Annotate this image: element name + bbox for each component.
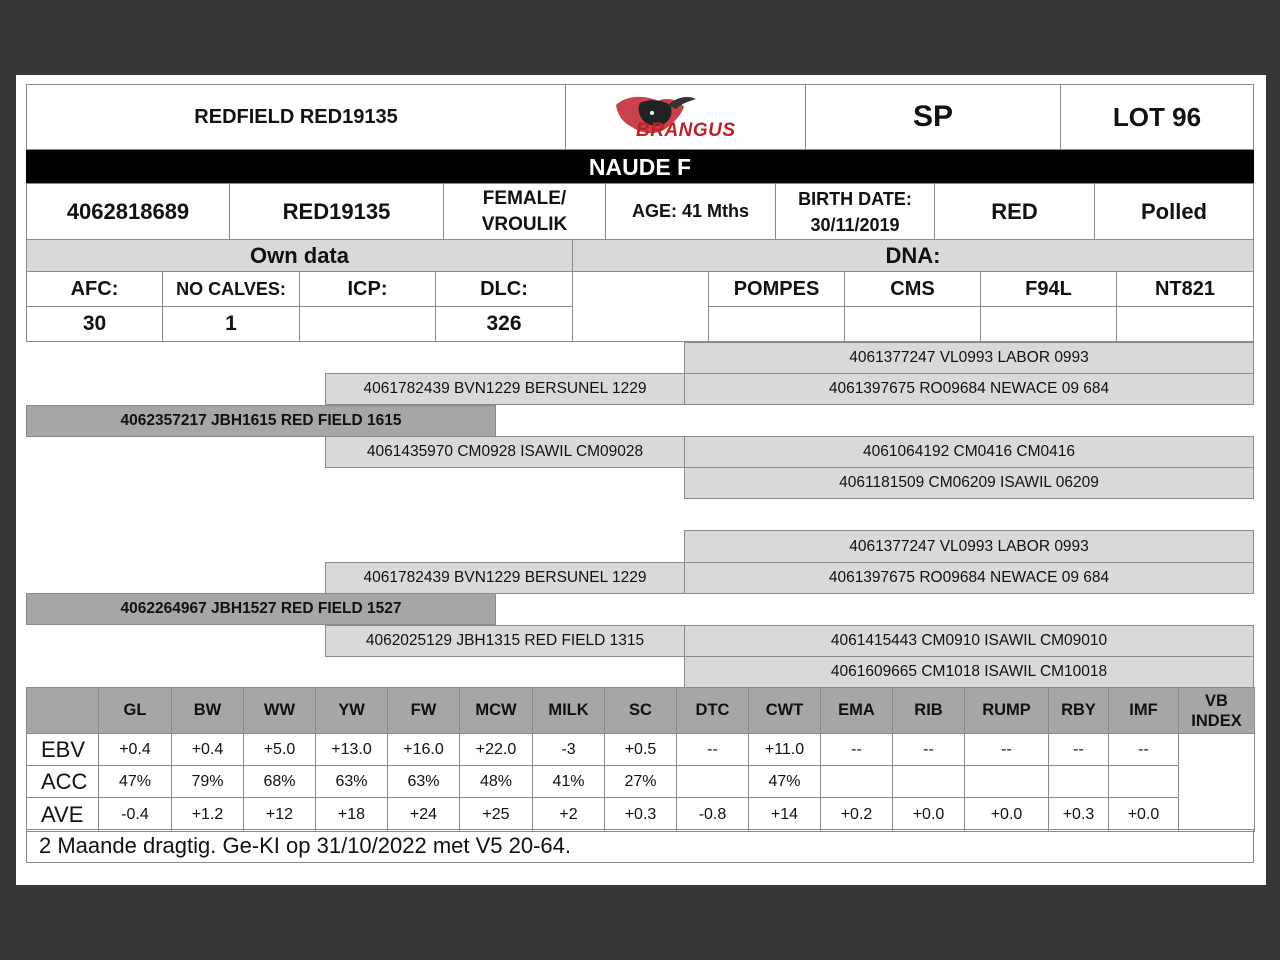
- ebv-col-yw: YW: [315, 687, 388, 734]
- ebv-col-gl: GL: [98, 687, 172, 734]
- catalog-card: [16, 75, 1266, 885]
- ebv-cell-ebv-mcw: +22.0: [459, 733, 533, 766]
- animal-name: REDFIELD RED19135: [26, 84, 566, 150]
- dna-val-f94l: [980, 306, 1117, 342]
- coat-color: RED: [934, 183, 1095, 240]
- birth-date-value: 30/11/2019: [810, 214, 900, 235]
- pedigree-dam-dam-dam: 4061609665 CM1018 ISAWIL CM10018: [684, 656, 1254, 688]
- birth-date-label: BIRTH DATE:: [798, 188, 912, 209]
- pedigree-sire-dam-dam: 4061181509 CM06209 ISAWIL 06209: [684, 467, 1254, 499]
- own-data-title: Own data: [26, 239, 573, 272]
- ebv-col-mcw: MCW: [459, 687, 533, 734]
- ebv-col-ww: WW: [243, 687, 316, 734]
- pedigree-sire-sire-dam: 4061397675 RO09684 NEWACE 09 684: [684, 373, 1254, 405]
- ebv-col-rump: RUMP: [964, 687, 1049, 734]
- dna-col-pompes: POMPES: [708, 271, 845, 307]
- pedigree-sire-sire-sire: 4061377247 VL0993 LABOR 0993: [684, 342, 1254, 374]
- ebv-cell-acc-gl: 47%: [98, 765, 172, 798]
- logo-text: BRANGUS: [636, 120, 736, 141]
- pedigree-sire-dam-sire: 4061064192 CM0416 CM0416: [684, 436, 1254, 468]
- ebv-col-milk: MILK: [532, 687, 605, 734]
- ebv-cell-acc-yw: 63%: [315, 765, 388, 798]
- ebv-cell-ave-imf: +0.0: [1108, 797, 1179, 832]
- pedigree-dam-sire-sire: 4061377247 VL0993 LABOR 0993: [684, 530, 1254, 563]
- dna-val-nt821: [1116, 306, 1254, 342]
- ebv-row-label-ebv: EBV: [26, 733, 99, 766]
- own-data-afc: 30: [26, 306, 163, 342]
- ebv-col-ema: EMA: [820, 687, 893, 734]
- dna-val-pompes: [708, 306, 845, 342]
- ebv-cell-ave-rib: +0.0: [892, 797, 965, 832]
- dna-title: DNA:: [572, 239, 1254, 272]
- ebv-cell-acc-milk: 41%: [532, 765, 605, 798]
- ebv-table: [26, 687, 1254, 831]
- ebv-cell-acc-bw: 79%: [171, 765, 244, 798]
- vb-index-line1: VB: [1205, 691, 1228, 710]
- ebv-cell-acc-cwt: 47%: [748, 765, 821, 798]
- ebv-col-bw: BW: [171, 687, 244, 734]
- ebv-col-fw: FW: [387, 687, 460, 734]
- ebv-cell-ave-mcw: +25: [459, 797, 533, 832]
- owner-bar: NAUDE F: [26, 150, 1254, 184]
- ebv-cell-ave-bw: +1.2: [171, 797, 244, 832]
- ebv-cell-acc-ww: 68%: [243, 765, 316, 798]
- ebv-cell-acc-fw: 63%: [387, 765, 460, 798]
- ebv-cell-ave-sc: +0.3: [604, 797, 677, 832]
- ebv-cell-ave-milk: +2: [532, 797, 605, 832]
- pedigree-dam: 4062264967 JBH1527 RED FIELD 1527: [26, 593, 496, 625]
- dna-col-f94l: F94L: [980, 271, 1117, 307]
- ebv-cell-ave-ema: +0.2: [820, 797, 893, 832]
- ebv-col-imf: IMF: [1108, 687, 1179, 734]
- ebv-cell-acc-dtc: [676, 765, 749, 798]
- ebv-cell-acc-imf: [1108, 765, 1179, 798]
- ebv-row-label-acc: ACC: [26, 765, 99, 798]
- pedigree-sire-dam: 4061435970 CM0928 ISAWIL CM09028: [325, 436, 685, 468]
- ebv-cell-ebv-imf: --: [1108, 733, 1179, 766]
- dna-blank: [572, 271, 709, 342]
- ebv-cell-ebv-cwt: +11.0: [748, 733, 821, 766]
- ebv-col-cwt: CWT: [748, 687, 821, 734]
- ebv-cell-ebv-rby: --: [1048, 733, 1109, 766]
- sex-line2: VROULIK: [481, 213, 568, 235]
- ebv-cell-ebv-bw: +0.4: [171, 733, 244, 766]
- pedigree-dam-sire: 4061782439 BVN1229 BERSUNEL 1229: [325, 562, 685, 594]
- own-data-col-calves: NO CALVES:: [162, 271, 300, 307]
- ebv-col-sc: SC: [604, 687, 677, 734]
- dna-col-nt821: NT821: [1116, 271, 1254, 307]
- ebv-col-rib: RIB: [892, 687, 965, 734]
- own-data-icp: [299, 306, 436, 342]
- brangus-logo: [565, 84, 806, 150]
- own-data-col-afc: AFC:: [26, 271, 163, 307]
- pedigree-dam-dam-sire: 4061415443 CM0910 ISAWIL CM09010: [684, 625, 1254, 657]
- ebv-cell-ebv-yw: +13.0: [315, 733, 388, 766]
- ebv-cell-ebv-ww: +5.0: [243, 733, 316, 766]
- ebv-row-label-ave: AVE: [26, 797, 99, 832]
- ebv-cell-ebv-rump: --: [964, 733, 1049, 766]
- ebv-cell-ebv-ema: --: [820, 733, 893, 766]
- ebv-cell-ebv-dtc: --: [676, 733, 749, 766]
- ebv-vb-index-value: [1178, 733, 1255, 832]
- ebv-cell-ave-rump: +0.0: [964, 797, 1049, 832]
- ebv-cell-acc-ema: [820, 765, 893, 798]
- ebv-cell-acc-sc: 27%: [604, 765, 677, 798]
- ebv-cell-ebv-gl: +0.4: [98, 733, 172, 766]
- pedigree-sire-sire: 4061782439 BVN1229 BERSUNEL 1229: [325, 373, 685, 405]
- ebv-cell-ave-ww: +12: [243, 797, 316, 832]
- ebv-cell-ebv-sc: +0.5: [604, 733, 677, 766]
- ebv-col-dtc: DTC: [676, 687, 749, 734]
- dna-col-cms: CMS: [844, 271, 981, 307]
- ebv-cell-ave-gl: -0.4: [98, 797, 172, 832]
- notes-row: 2 Maande dragtig. Ge-KI op 31/10/2022 met V5 20-64.: [26, 829, 1254, 863]
- ebv-cell-ebv-fw: +16.0: [387, 733, 460, 766]
- ebv-cell-ave-cwt: +14: [748, 797, 821, 832]
- pedigree-dam-dam: 4062025129 JBH1315 RED FIELD 1315: [325, 625, 685, 657]
- ebv-cell-ebv-rib: --: [892, 733, 965, 766]
- horn-status: Polled: [1094, 183, 1254, 240]
- own-data-dlc: 326: [435, 306, 573, 342]
- ebv-cell-ave-yw: +18: [315, 797, 388, 832]
- pedigree-dam-sire-dam: 4061397675 RO09684 NEWACE 09 684: [684, 562, 1254, 594]
- lot-number: LOT 96: [1060, 84, 1254, 150]
- herd-id: RED19135: [229, 183, 444, 240]
- ebv-cell-ave-fw: +24: [387, 797, 460, 832]
- age: AGE: 41 Mths: [605, 183, 776, 240]
- own-data-calves: 1: [162, 306, 300, 342]
- ebv-cell-ave-dtc: -0.8: [676, 797, 749, 832]
- registration-status: SP: [805, 84, 1061, 150]
- sex-line1: FEMALE/: [482, 187, 567, 209]
- birth-date: [775, 183, 935, 240]
- ebv-cell-ave-rby: +0.3: [1048, 797, 1109, 832]
- ebv-cell-ebv-milk: -3: [532, 733, 605, 766]
- ebv-col-vb-index: [1178, 687, 1255, 734]
- ebv-header-corner: [26, 687, 99, 734]
- own-data-col-icp: ICP:: [299, 271, 436, 307]
- ebv-cell-acc-rump: [964, 765, 1049, 798]
- dna-val-cms: [844, 306, 981, 342]
- pedigree-sire: 4062357217 JBH1615 RED FIELD 1615: [26, 405, 496, 437]
- id-number: 4062818689: [26, 183, 230, 240]
- ebv-col-rby: RBY: [1048, 687, 1109, 734]
- sex: [443, 183, 606, 240]
- ebv-cell-acc-rib: [892, 765, 965, 798]
- vb-index-line2: INDEX: [1191, 711, 1242, 730]
- ebv-cell-acc-mcw: 48%: [459, 765, 533, 798]
- ebv-cell-acc-rby: [1048, 765, 1109, 798]
- own-data-col-dlc: DLC:: [435, 271, 573, 307]
